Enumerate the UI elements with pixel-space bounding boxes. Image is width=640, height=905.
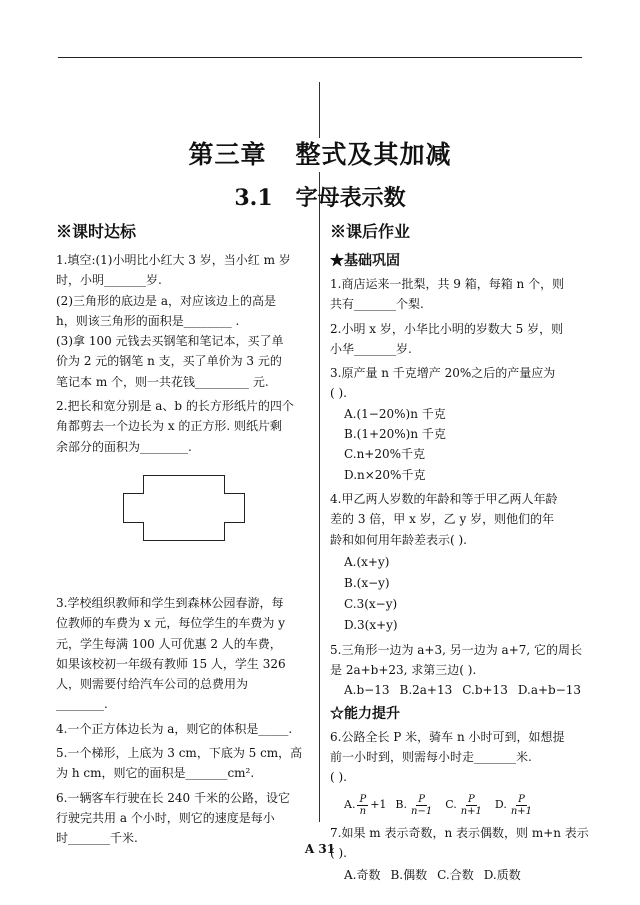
r-q5-choices (330, 680, 592, 700)
question-6 (56, 788, 312, 849)
numerator: P (359, 793, 367, 805)
choice-a (344, 794, 386, 817)
choice-b: B.(x−y) (344, 575, 390, 590)
figure-gap (56, 559, 312, 593)
fraction (357, 794, 368, 817)
q3-line: 3.学校组织教师和学生到森林公园春游，每 (56, 595, 284, 610)
r-q7-choices (330, 865, 592, 885)
q2-line: 余部分的面积为________. (56, 439, 192, 454)
question-1 (56, 250, 312, 392)
choice-d: D.a+b−13 (517, 683, 582, 698)
q1-line: 时，小明_______岁. (56, 273, 162, 288)
q1-line: h，则该三角形的面积是________ . (56, 313, 240, 328)
r-q7-line: ( ). (330, 845, 347, 860)
q1-line: (3)拿 100 元钱去买钢笔和笔记本，买了单 (56, 334, 284, 349)
choice-c: C.b+13 (462, 683, 508, 698)
denominator: n−1 (411, 805, 433, 817)
q6-line: 行驶完共用 a 个小时，则它的速度是每小 (56, 810, 275, 825)
q1-line: 1.填空:(1)小明比小红大 3 岁，当小红 m 岁 (56, 253, 291, 267)
numerator: P (518, 793, 525, 805)
r-q1-line: 1.商店运来一批梨，共 9 箱，每箱 n 个，则 (330, 277, 565, 291)
numerator: P (418, 793, 425, 805)
numerator: P (467, 793, 475, 805)
choice-label: B. (395, 797, 407, 811)
q1-line: (2)三角形的底边是 a，对应该边上的高是 (56, 293, 276, 308)
corner-square (123, 475, 144, 494)
denominator: n (359, 805, 367, 817)
choice-label: D. (494, 797, 507, 811)
r-q4-line: 4.甲乙两人岁数的年龄和等于甲乙两人年龄 (330, 491, 558, 506)
choice-d (495, 794, 536, 817)
r-q6-line: ( ). (330, 770, 347, 785)
q1-line: 笔记本 m 个，则一共花钱_________ 元. (56, 374, 269, 389)
r-question-4 (330, 489, 592, 550)
left-column (56, 220, 312, 853)
choice-c (445, 794, 486, 817)
header-rule (58, 57, 582, 58)
r-q2-line: 小华_______岁. (330, 341, 412, 356)
chapter-title: 第三章 整式及其加减 (0, 138, 640, 172)
fraction (459, 794, 484, 817)
choice-a: A.b−13 (344, 683, 390, 698)
rectangle-figure (123, 475, 245, 541)
right-column (330, 220, 592, 886)
section-title: 3.1 字母表示数 (234, 185, 406, 211)
choice-d: D.n×20%千克 (344, 467, 426, 482)
corner-square (123, 522, 144, 541)
choice-suffix: +1 (370, 797, 387, 811)
choice-d: D.3(x+y) (344, 617, 398, 632)
q2-line: 2.把长和宽分别是 a、b 的长方形纸片的四个 (56, 399, 294, 414)
r-q5-line: 是 2a+b+23, 求第三边( ). (330, 663, 477, 678)
q1-line: 价为 2 元的钢笔 n 支，买了单价为 3 元的 (56, 354, 282, 369)
denominator (459, 806, 484, 817)
choice-a: A.(1−20%)n 千克 (344, 406, 446, 421)
corner-square (224, 475, 245, 494)
r-q3-choices (330, 404, 592, 485)
r-q6-choices (330, 794, 592, 817)
r-q5-line: 5.三角形一边为 a+3, 另一边为 a+7, 它的周长 (330, 642, 583, 657)
denominator: n+1 (510, 805, 533, 817)
r-q6-line: 前一小时到，则需每小时走_______米. (330, 750, 532, 765)
fraction (409, 794, 434, 817)
denominator-suffix: +1 (467, 805, 482, 817)
q3-line: 元，学生每满 100 人可优惠 2 人的车费， (56, 636, 282, 651)
choice-d: D.质数 (483, 868, 521, 883)
question-5 (56, 743, 312, 784)
q6-line: 时_______千米. (56, 831, 138, 846)
q5-line: 为 h cm，则它的面积是_______cm². (56, 766, 255, 781)
corner-square (224, 522, 245, 541)
r-q1-line: 共有_______个梨. (330, 297, 424, 312)
question-3 (56, 593, 312, 715)
right-heading: ※课后作业 (330, 222, 411, 241)
q3-line: 位教师的车费为 x 元，每位学生的车费为 y (56, 616, 285, 631)
r-question-2 (330, 319, 592, 360)
q3-line: 如果该校初一年级有教师 15 人，学生 326 (56, 656, 286, 671)
q5-line: 5.一个梯形，上底为 3 cm，下底为 5 cm，高 (56, 746, 303, 761)
page-number: A 31 (304, 842, 336, 856)
ability-heading: ☆能力提升 (330, 705, 400, 722)
r-q4-line: 差的 3 倍，甲 x 岁，乙 y 岁，则他们的年 (330, 512, 555, 527)
choice-b (395, 794, 436, 817)
choice-a: A.奇数 (344, 868, 381, 883)
q3-line: ________. (56, 697, 108, 712)
r-q3-line: ( ). (330, 386, 347, 401)
r-q2-line: 2.小明 x 岁，小华比小明的岁数大 5 岁，则 (330, 321, 564, 336)
r-question-5 (330, 640, 592, 681)
q3-line: 人，则需要付给汽车公司的总费用为 (56, 677, 249, 692)
r-q7-line: 7.如果 m 表示奇数，n 表示偶数，则 m+n 表示 (330, 825, 589, 840)
r-question-6 (330, 727, 592, 788)
denominator-value: n (460, 805, 468, 817)
choice-b: B.偶数 (390, 868, 428, 883)
r-q4-line: 龄和如何用年龄差表示( ). (330, 532, 467, 547)
basic-heading: ★基础巩固 (330, 253, 400, 269)
choice-label: A. (344, 797, 356, 811)
fraction (509, 794, 534, 817)
choice-label: C. (445, 797, 457, 811)
question-4: 4.一个正方体边长为 a，则它的体积是_____. (56, 721, 293, 736)
r-q4-choices (330, 552, 592, 636)
r-question-3 (330, 363, 592, 404)
r-q6-line: 6.公路全长 P 米，骑车 n 小时可到，如想提 (330, 729, 565, 744)
r-question-1 (330, 274, 592, 315)
r-q3-line: 3.原产量 n 千克增产 20%之后的产量应为 (330, 366, 556, 381)
choice-a: A.(x+y) (344, 554, 390, 569)
choice-b: B.2a+13 (399, 683, 453, 698)
choice-c: C.合数 (437, 868, 474, 883)
q2-line: 角都剪去一个边长为 x 的正方形. 则纸片剩 (56, 419, 283, 434)
choice-b: B.(1+20%)n 千克 (344, 427, 446, 442)
choice-c: C.3(x−y) (344, 596, 398, 611)
question-2 (56, 396, 312, 457)
q6-line: 6.一辆客车行驶在长 240 千米的公路，设它 (56, 790, 290, 805)
left-heading: ※课时达标 (56, 222, 137, 241)
choice-c: C.n+20%千克 (344, 447, 426, 462)
